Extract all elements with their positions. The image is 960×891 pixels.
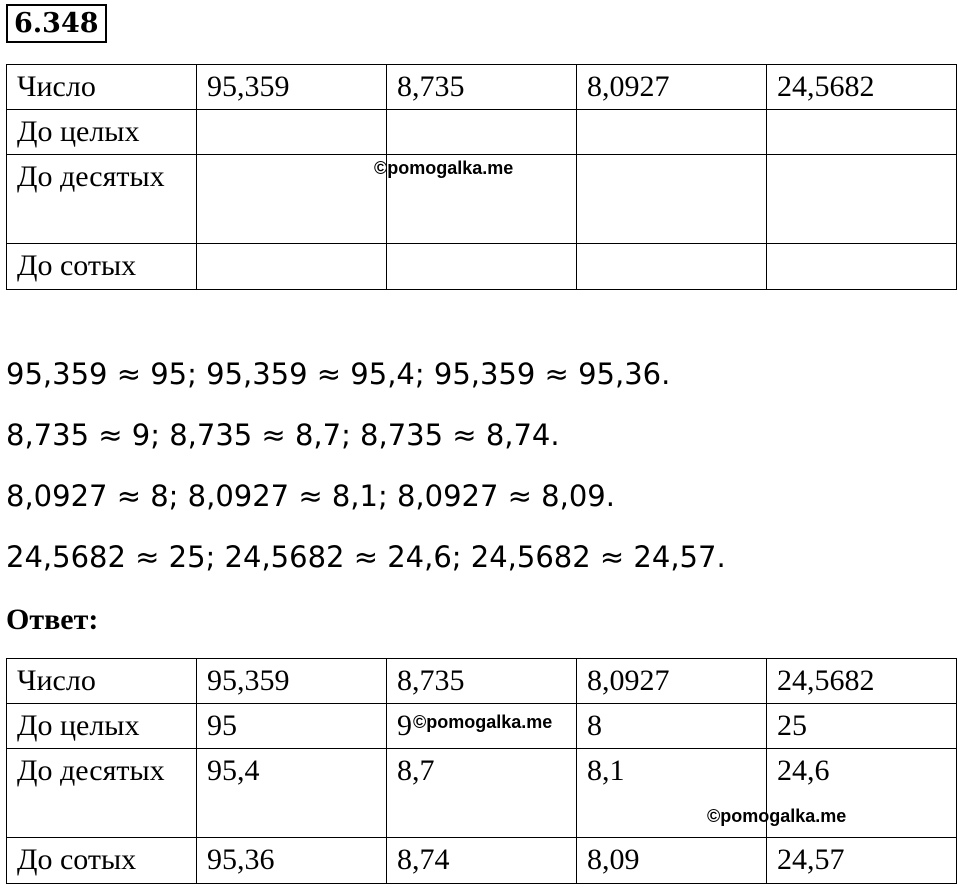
- watermark: ©pomogalka.me: [413, 712, 553, 732]
- table-cell: [767, 155, 957, 244]
- row-label: До десятых: [7, 749, 197, 838]
- watermark: ©pomogalka.me: [707, 806, 847, 826]
- table-cell: 9: [387, 704, 577, 749]
- answer-label: Ответ:: [6, 603, 99, 636]
- table-row: [7, 838, 957, 884]
- table-row: [7, 65, 957, 110]
- table-cell: 8,7: [387, 749, 577, 838]
- table-row: [7, 659, 957, 704]
- table-cell: [767, 110, 957, 155]
- watermark: ©pomogalka.me: [374, 158, 514, 178]
- table-cell: 95: [197, 704, 387, 749]
- table-cell: [387, 244, 577, 290]
- table-row: [7, 244, 957, 290]
- row-label: До сотых: [7, 838, 197, 884]
- header-cell: 8,0927: [577, 659, 767, 704]
- table-cell: [767, 244, 957, 290]
- table-cell: [387, 110, 577, 155]
- row-label: До сотых: [7, 244, 197, 290]
- table-cell: 95,4: [197, 749, 387, 838]
- table-cell: 8,09: [577, 838, 767, 884]
- header-cell: 8,735: [387, 659, 577, 704]
- table-cell: [197, 155, 387, 244]
- calculation-line: 8,0927 ≈ 8; 8,0927 ≈ 8,1; 8,0927 ≈ 8,09.: [6, 479, 615, 513]
- table-row: [7, 110, 957, 155]
- row-label: До целых: [7, 704, 197, 749]
- calculation-line: 95,359 ≈ 95; 95,359 ≈ 95,4; 95,359 ≈ 95,36.: [6, 357, 671, 391]
- header-cell: Число: [7, 659, 197, 704]
- table-cell: [577, 244, 767, 290]
- header-cell: 8,735: [387, 65, 577, 110]
- table-cell: 8,1: [577, 749, 767, 838]
- header-cell: 24,5682: [767, 65, 957, 110]
- table-cell: 8,74: [387, 838, 577, 884]
- row-label: До целых: [7, 110, 197, 155]
- table-cell: 24,6: [767, 749, 957, 838]
- calculation-line: 24,5682 ≈ 25; 24,5682 ≈ 24,6; 24,5682 ≈ 24,57.: [6, 540, 726, 574]
- table-cell: [577, 110, 767, 155]
- table-cell: 25: [767, 704, 957, 749]
- header-cell: 95,359: [197, 659, 387, 704]
- answer-table: [6, 658, 957, 884]
- header-cell: Число: [7, 65, 197, 110]
- table-cell: [197, 110, 387, 155]
- table-cell: 24,57: [767, 838, 957, 884]
- table-cell: 95,36: [197, 838, 387, 884]
- table-cell: [577, 155, 767, 244]
- table-cell: [197, 244, 387, 290]
- header-cell: 8,0927: [577, 65, 767, 110]
- table-cell: 8: [577, 704, 767, 749]
- task-number: 6.348: [6, 4, 107, 43]
- header-cell: 24,5682: [767, 659, 957, 704]
- header-cell: 95,359: [197, 65, 387, 110]
- calculation-line: 8,735 ≈ 9; 8,735 ≈ 8,7; 8,735 ≈ 8,74.: [6, 418, 560, 452]
- row-label: До десятых: [7, 155, 197, 244]
